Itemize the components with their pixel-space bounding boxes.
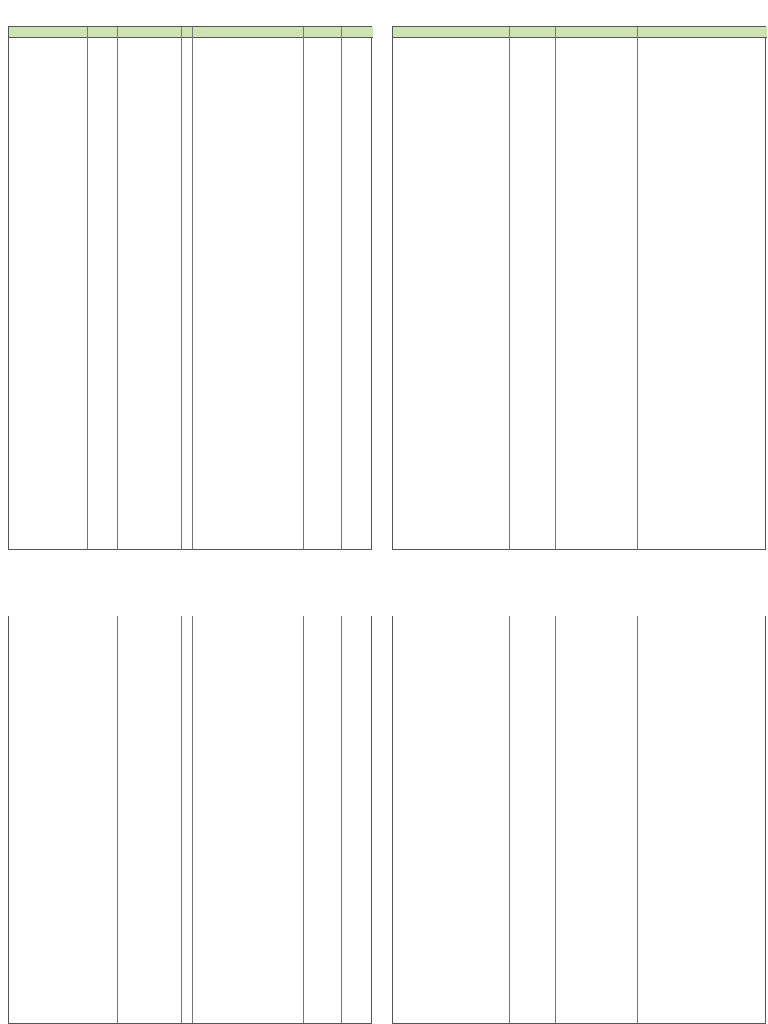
kps-code xyxy=(87,816,117,926)
kps-code xyxy=(87,393,117,463)
header-fokus xyxy=(9,27,87,38)
header-elemen xyxy=(181,27,303,38)
kps-description xyxy=(117,463,181,551)
kps-description xyxy=(117,816,181,926)
kps-description xyxy=(117,393,181,463)
left-table xyxy=(8,26,372,550)
skor-value xyxy=(509,293,555,303)
kps-code xyxy=(87,38,117,281)
page-1 xyxy=(0,26,768,550)
right-table xyxy=(392,616,766,1024)
right-table xyxy=(392,26,766,550)
header-sasaran xyxy=(341,27,373,38)
left-table xyxy=(8,616,372,1024)
kps-code xyxy=(87,463,117,551)
header-skor xyxy=(509,27,555,38)
header-temuan xyxy=(555,27,637,38)
header-rekomendasi xyxy=(637,27,767,38)
fokus-label xyxy=(9,38,87,551)
header-pencarian xyxy=(303,27,341,38)
kps-description xyxy=(117,281,181,393)
kps-code xyxy=(87,281,117,393)
header-bukti xyxy=(393,27,509,38)
kps-description xyxy=(117,616,181,712)
kps-description xyxy=(117,712,181,816)
kps-description xyxy=(117,38,181,281)
kps-code xyxy=(87,712,117,816)
kps-code xyxy=(87,616,117,712)
header-standar xyxy=(87,27,181,38)
page-2 xyxy=(0,616,768,1024)
